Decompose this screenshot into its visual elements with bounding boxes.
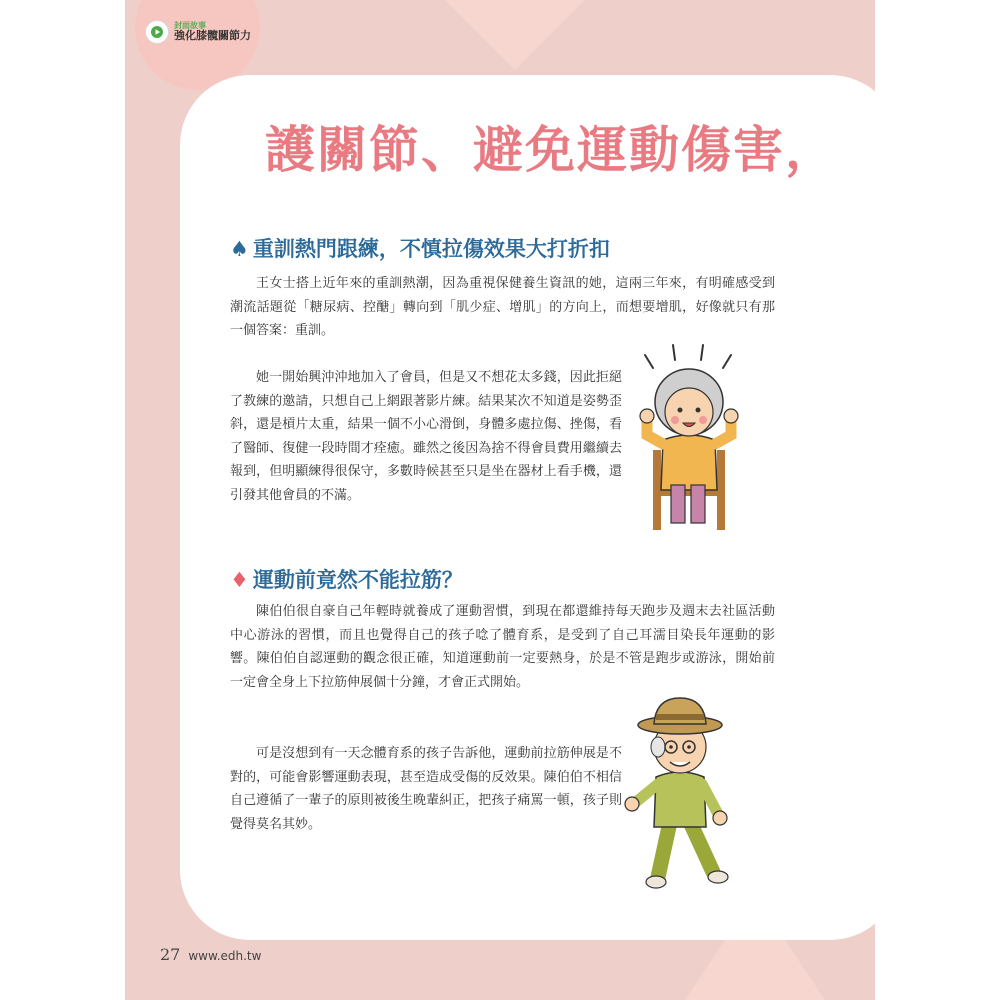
section-heading-2-text: 運動前竟然不能拉筋？ [252, 568, 463, 592]
header-title: 強化膝髖關節力 [174, 29, 251, 43]
footer-url[interactable]: www.edh.tw [188, 949, 262, 963]
decorative-triangle-top [445, 0, 585, 70]
grandpa-illustration-icon [618, 692, 748, 892]
section1-paragraph-2: 她一開始興沖沖地加入了會員，但是又不想花太多錢，因此拒絕了教練的邀請，只想自己上網跟著影片練。結果某次不知道是姿勢歪斜，還是槓片太重，結果一個不小心滑倒，身體多處拉傷、挫傷，看了醫師、復健一段時間才痊癒。雖然之後因為捨不得會員費用繼續去報到，但明顯練得很保守，多數時候甚至只是坐在器材上看手機，還引發其他會員的不滿。 [230, 370, 622, 503]
page-footer [160, 945, 261, 964]
grandma-illustration-icon [625, 340, 755, 535]
play-icon [145, 20, 169, 44]
spade-icon: ♠ [230, 237, 249, 261]
section-header [145, 20, 251, 44]
section-heading-2 [230, 564, 463, 594]
diamond-icon: ♦ [230, 568, 249, 592]
page-title: 護關節、避免運動傷害， [265, 121, 837, 179]
page-number: 27 [160, 945, 181, 964]
section-heading-1-text: 重訓熱門跟練，不慎拉傷效果大打折扣 [252, 237, 610, 261]
header-category: 封面故事 [174, 21, 206, 31]
section1-paragraph-1: 王女士搭上近年來的重訓熱潮，因為重視保健養生資訊的她，這兩三年來，有明確感受到潮流話題從「糖尿病、控醣」轉向到「肌少症、增肌」的方向上，而想要增肌，好像就只有那一個答案：重訓。 [230, 276, 775, 338]
section-heading-1 [230, 233, 610, 263]
section2-paragraph-2: 可是沒想到有一天念體育系的孩子告訴他，運動前拉筋伸展是不對的，可能會影響運動表現，甚至造成受傷的反效果。陳伯伯不相信自己遵循了一輩子的原則被後生晚輩糾正，把孩子痛罵一頓，孩子則覺得莫名其妙。 [230, 746, 622, 832]
section2-paragraph-1: 陳伯伯很自豪自己年輕時就養成了運動習慣，到現在都還維持每天跑步及週末去社區活動中心游泳的習慣，而且也覺得自己的孩子唸了體育系，是受到了自己耳濡目染長年運動的影響。陳伯伯自認運動的觀念很正確，知道運動前一定要熱身，於是不管是跑步或游泳，開始前一定會全身上下拉筋伸展個十分鐘，才會正式開始。 [230, 604, 775, 690]
